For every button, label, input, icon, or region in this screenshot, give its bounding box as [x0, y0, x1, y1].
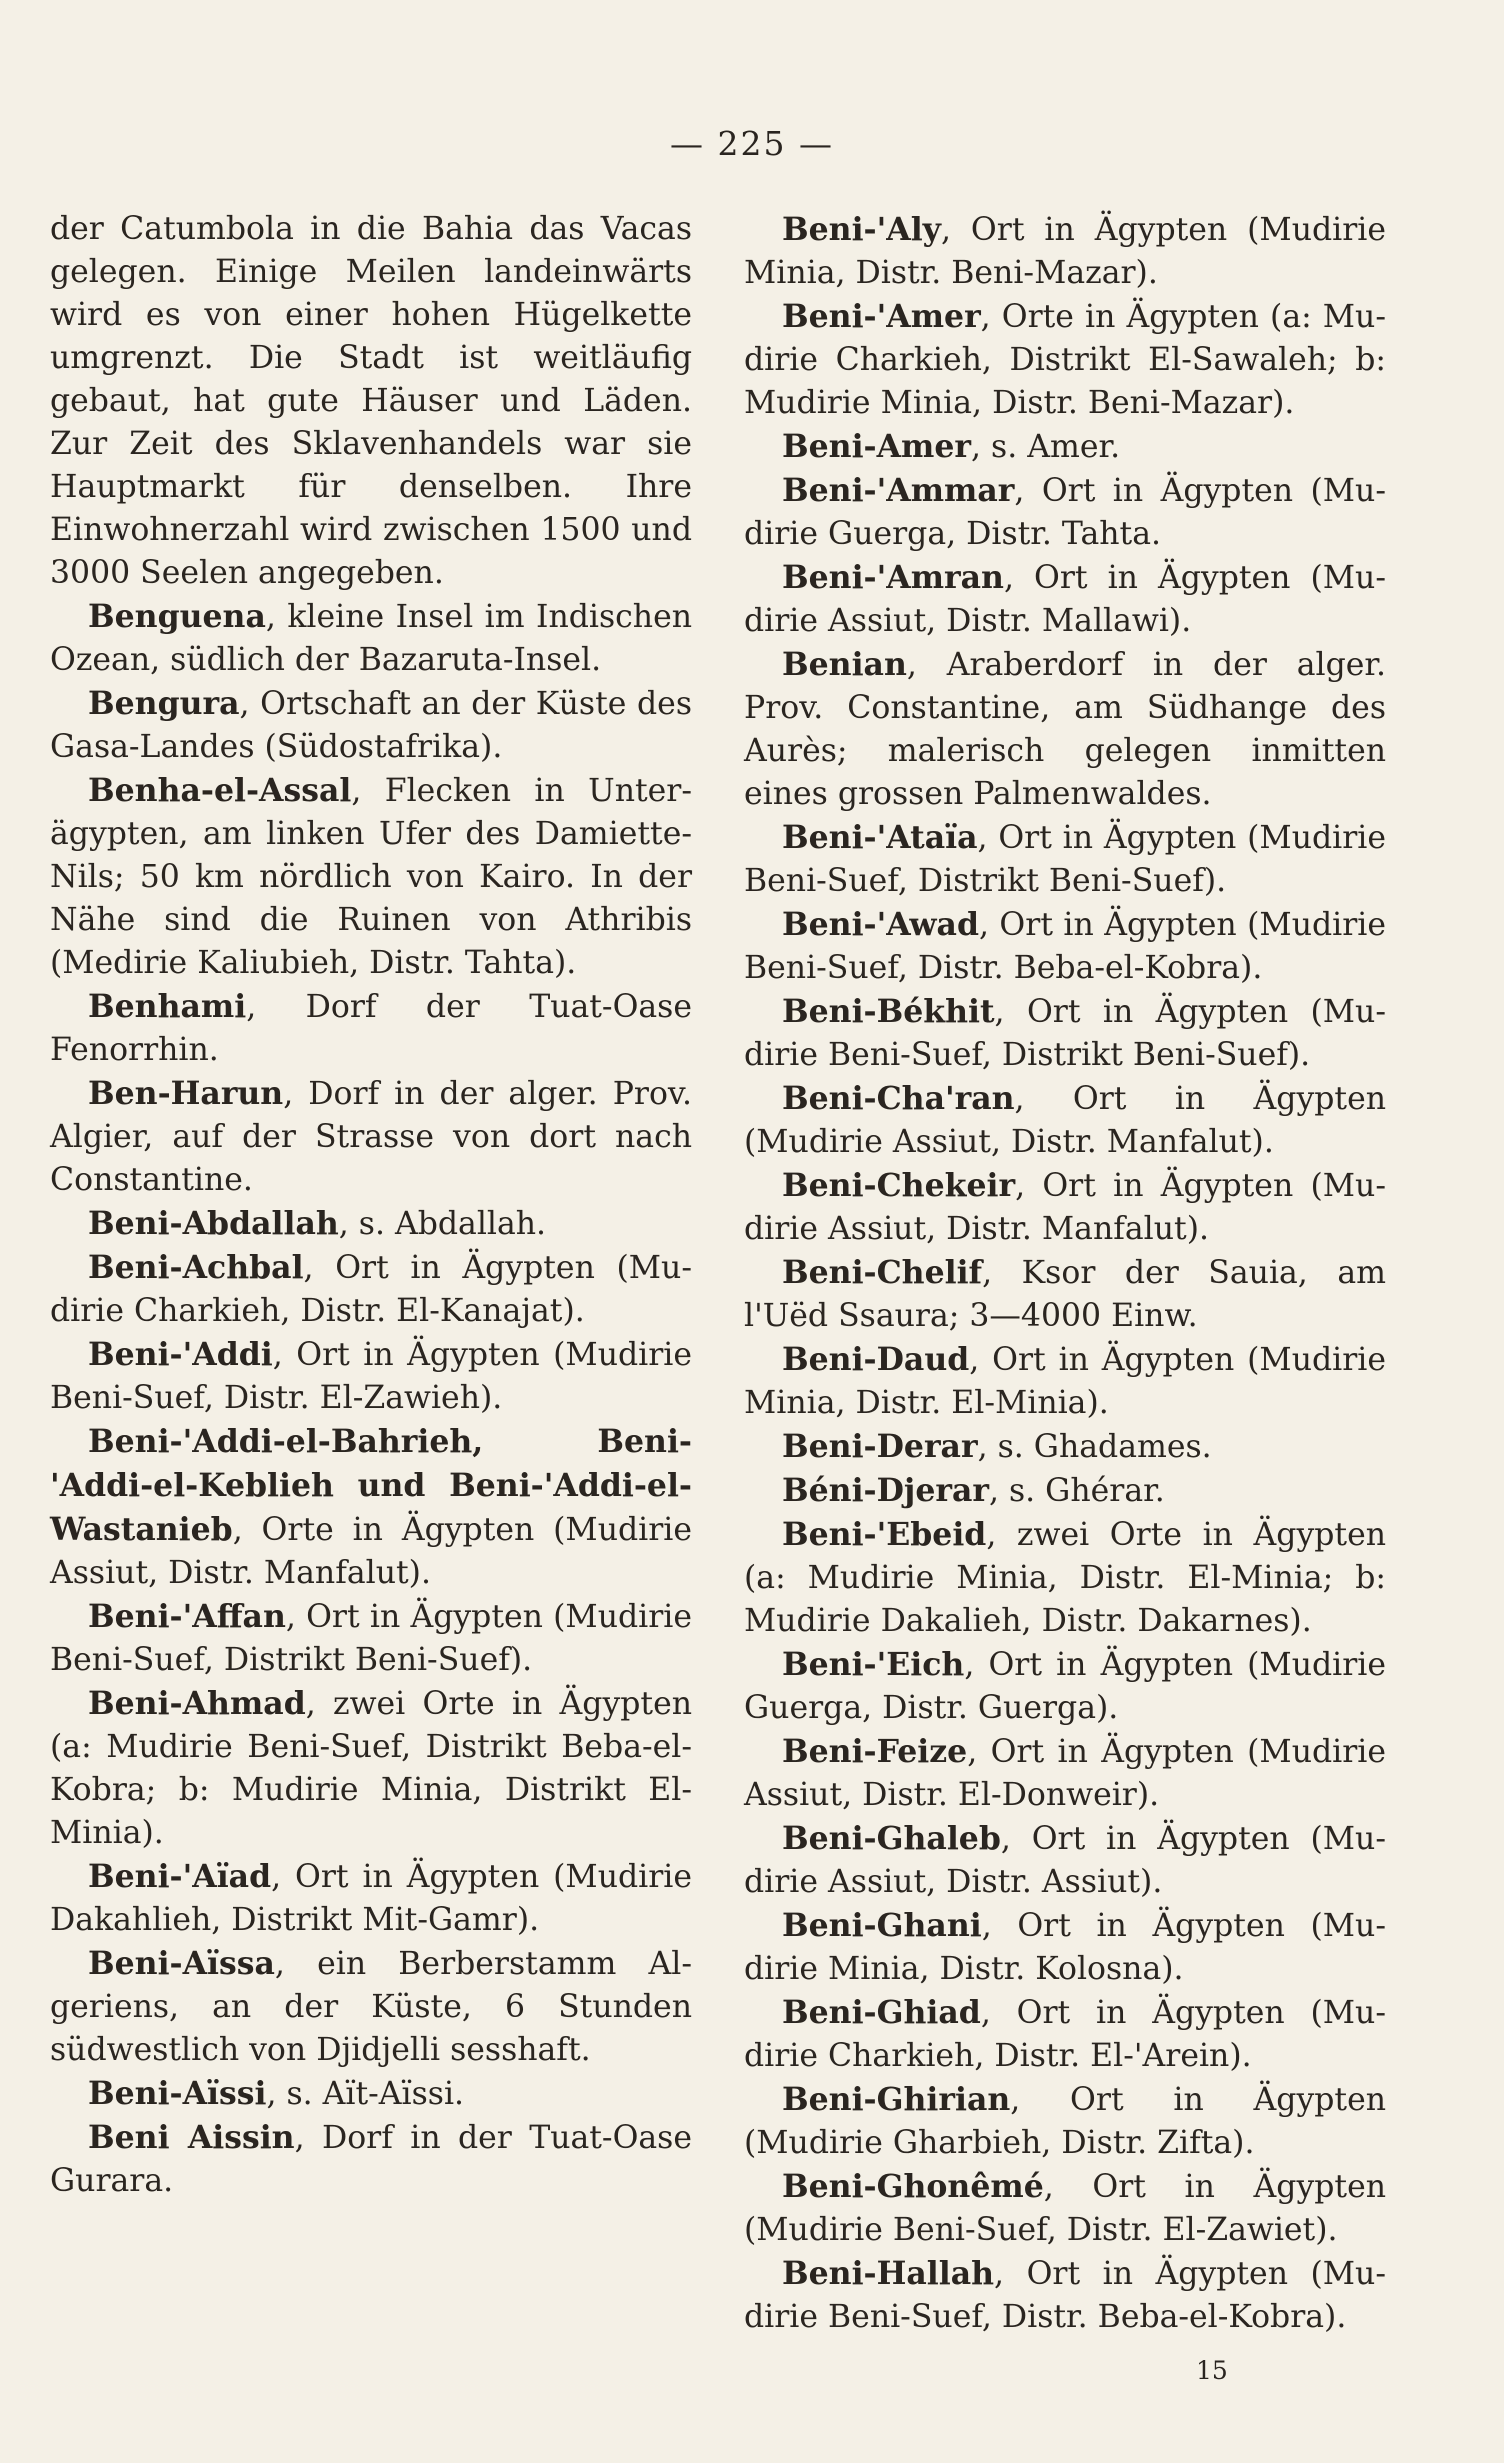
entry-text: , Dorf in der alger. Prov. Algier, auf der Strasse von dort nach Constantine.	[50, 1076, 692, 1198]
dictionary-entry	[50, 985, 692, 1072]
entry-text: , s. Ghadames.	[977, 1429, 1212, 1465]
dictionary-entry	[744, 1469, 1386, 1513]
entry-headword: Beni-Aïssi	[88, 2075, 267, 2112]
page-number: — 225 —	[670, 124, 834, 163]
dictionary-entry	[744, 990, 1386, 1077]
entry-text: , s. Ghérar.	[988, 1473, 1165, 1509]
entry-text: , Ort in Ägypten (Mudirie Assiut, Distr. Mallawi).	[744, 560, 1386, 639]
entry-headword: Beni-Cha'ran	[782, 1080, 1015, 1117]
entry-headword: Beni-'Addi	[88, 1336, 273, 1373]
dictionary-entry	[50, 1333, 692, 1420]
dictionary-entry	[50, 682, 692, 769]
entry-headword: Beni-Hallah	[782, 2255, 995, 2292]
entry-headword: Beni-'Addi-el-Bahrieh, Beni-'Addi-el-Keblieh und Beni-'Addi-el-Wastanieb	[50, 1423, 692, 1548]
entry-headword: Beni-'Eich	[782, 1646, 965, 1683]
entry-headword: Béni-Djerar	[782, 1472, 989, 1509]
entry-headword: Beni-'Amer	[782, 298, 981, 335]
entry-text: , Ort in Ägypten (Mudirie Assiut, Distr. Assiut).	[744, 1821, 1386, 1900]
entry-text: , Ort in Ägypten (Mudirie Assiut, Distr. Manfalut).	[744, 1168, 1386, 1247]
signature-mark: 15	[1196, 2356, 1228, 2385]
dictionary-entry	[50, 1595, 692, 1682]
dictionary-entry	[50, 1072, 692, 1202]
entry-headword: Beni-Ghonêmé	[782, 2168, 1044, 2205]
entry-headword: Beni-'Ataïa	[782, 819, 978, 856]
entry-text: , Ort in Ägypten (Mudirie Minia, Distr. El-Minia).	[744, 1342, 1386, 1421]
entry-text: , Ort in Ägypten (Mudirie Guerga, Distr. Tahta.	[744, 473, 1386, 552]
dictionary-entry	[50, 1855, 692, 1942]
entry-text: , Ort in Ägypten (Mudirie Beni-Suef, Distr. Beba-el-Kobra).	[744, 2256, 1386, 2335]
entry-headword: Ben-Harun	[88, 1075, 284, 1112]
dictionary-entry	[50, 1682, 692, 1855]
entry-headword: Beni-Abdallah	[88, 1205, 339, 1242]
dictionary-entry	[50, 208, 692, 595]
entry-headword: Beni-Békhit	[782, 993, 995, 1030]
dictionary-entry	[744, 1425, 1386, 1469]
entry-headword: Beni-'Awad	[782, 906, 979, 943]
entry-headword: Beni-Ghiad	[782, 1994, 981, 2031]
entry-text: , Ort in Ägypten (Mudirie Beni-Suef, Distr. El-Zawieh).	[50, 1337, 692, 1416]
entry-text: , s. Amer.	[971, 429, 1121, 465]
entry-text: , Orte in Ägypten (a: Mudirie Charkieh, Distrikt El-Sawaleh; b: Mudirie Minia, Distr. Beni-Mazar).	[744, 299, 1386, 421]
entry-headword: Bengura	[88, 685, 240, 722]
dictionary-entry	[744, 208, 1386, 295]
entry-text: , zwei Orte in Ägypten (a: Mudirie Beni-Suef, Distrikt Beba-el-Kobra; b: Mudirie Minia, Distrikt El-Minia).	[50, 1686, 692, 1851]
entry-text: , Ort in Ägypten (Mudirie Dakahlieh, Distrikt Mit-Gamr).	[50, 1859, 692, 1938]
entry-text: , Ort in Ägypten (Mudirie Guerga, Distr. Guerga).	[744, 1647, 1386, 1726]
entry-headword: Beni-'Ebeid	[782, 1516, 987, 1553]
entry-headword: Beni-Derar	[782, 1428, 978, 1465]
entry-text: , Flecken in Unterägypten, am linken Ufer des Damiette-Nils; 50 km nördlich von Kairo. In der Nähe sind die Ruinen von Athribis (Medirie Kaliubieh, Distr. Tahta).	[50, 773, 692, 981]
entry-text: , s. Abdallah.	[338, 1206, 547, 1242]
entry-text: , s. Aït-Aïssi.	[266, 2076, 465, 2112]
entry-headword: Benguena	[88, 598, 266, 635]
entry-text: , Ort in Ägypten (Mudirie Beni-Suef, Distrikt Beni-Suef).	[50, 1599, 692, 1678]
entry-headword: Beni-Daud	[782, 1341, 970, 1378]
entry-text: , kleine Insel im Indischen Ozean, südlich der Bazaruta-Insel.	[50, 599, 692, 678]
dictionary-entry	[50, 1246, 692, 1333]
dictionary-entry	[744, 295, 1386, 425]
dictionary-entry	[744, 903, 1386, 990]
entry-headword: Beni-'Affan	[88, 1598, 286, 1635]
dictionary-entry	[50, 595, 692, 682]
dictionary-entry	[744, 1338, 1386, 1425]
entry-headword: Benian	[782, 646, 907, 683]
entry-headword: Benhami	[88, 988, 247, 1025]
entry-headword: Beni-Feize	[782, 1733, 968, 1770]
entry-text: , Ksor der Sauia, am l'Uëd Ssaura; 3—4000 Einw.	[744, 1255, 1386, 1334]
entry-text: , Ort in Ägypten (Mudirie Beni-Suef, Distr. El-Zawiet).	[744, 2169, 1386, 2248]
dictionary-entry	[744, 1164, 1386, 1251]
entry-text: , Ort in Ägypten (Mudirie Beni-Suef, Distrikt Beni-Suef).	[744, 820, 1386, 899]
entry-text: , Orte in Ägypten (Mudirie Assiut, Distr. Manfalut).	[50, 1512, 692, 1591]
entry-headword: Beni-'Ammar	[782, 472, 1015, 509]
dictionary-entry	[744, 1513, 1386, 1643]
entry-headword: Beni-'Aly	[782, 211, 941, 248]
dictionary-entry	[744, 1904, 1386, 1991]
dictionary-entry	[50, 1202, 692, 1246]
dictionary-entry	[744, 1730, 1386, 1817]
entry-headword: Beni Aissin	[88, 2119, 295, 2156]
entry-headword: Beni-Chelif	[782, 1254, 983, 1291]
entry-text: , Ort in Ägypten (Mudirie Charkieh, Distr. El-'Arein).	[744, 1995, 1386, 2074]
entry-headword: Beni-'Aïad	[88, 1858, 272, 1895]
entry-text: , Ort in Ägypten (Mudirie Assiut, Distr. Manfalut).	[744, 1081, 1386, 1160]
entry-text: der Catumbola in die Bahia das Vacas gelegen. Einige Meilen landeinwärts wird es von einer hohen Hügelkette umgrenzt. Die Stadt ist weitläufig gebaut, hat gute Häuser und Läden. Zur Zeit des Sklavenhandels war sie Hauptmarkt für denselben. Ihre Einwohnerzahl wird zwischen 1500 und 3000 Seelen angegeben.	[50, 211, 692, 591]
entry-headword: Beni-Achbal	[88, 1249, 304, 1286]
dictionary-entry	[744, 643, 1386, 816]
entry-text: , Ort in Ägypten (Mudirie Charkieh, Distr. El-Kanajat).	[50, 1250, 692, 1329]
dictionary-entry	[744, 425, 1386, 469]
dictionary-entry	[50, 2072, 692, 2116]
dictionary-entry	[744, 1817, 1386, 1904]
entry-text: , Ortschaft an der Küste des Gasa-Landes (Südostafrika).	[50, 686, 692, 765]
entry-text: , zwei Orte in Ägypten (a: Mudirie Minia, Distr. El-Minia; b: Mudirie Dakalieh, Distr. Dakarnes).	[744, 1517, 1386, 1639]
entry-headword: Beni-Chekeir	[782, 1167, 1016, 1204]
dictionary-entry	[50, 769, 692, 985]
entry-headword: Beni-Ghaleb	[782, 1820, 1001, 1857]
dictionary-entry	[50, 1942, 692, 2072]
dictionary-entry	[744, 1643, 1386, 1730]
dictionary-entry	[744, 1077, 1386, 1164]
entry-headword: Beni-'Amran	[782, 559, 1004, 596]
entry-text: , Ort in Ägypten (Mudirie Assiut, Distr. El-Donweir).	[744, 1734, 1386, 1813]
entry-headword: Beni-Aïssa	[88, 1945, 275, 1982]
entry-headword: Benha-el-Assal	[88, 772, 352, 809]
entry-headword: Beni-Ghani	[782, 1907, 982, 1944]
dictionary-entry	[744, 816, 1386, 903]
dictionary-entry	[50, 1420, 692, 1595]
dictionary-entry	[744, 1991, 1386, 2078]
dictionary-entry	[50, 2116, 692, 2203]
entry-text: , Ort in Ägypten (Mudirie Minia, Distr. Beni-Mazar).	[744, 212, 1386, 291]
entry-text: , Dorf der Tuat-Oase Fenorrhin.	[50, 989, 692, 1068]
dictionary-entry	[744, 1251, 1386, 1338]
dictionary-entry	[744, 2165, 1386, 2252]
left-column	[50, 208, 692, 2203]
entry-text: , Ort in Ägypten (Mudirie Beni-Suef, Distrikt Beni-Suef).	[744, 994, 1386, 1073]
entry-text: , Ort in Ägypten (Mudirie Gharbieh, Distr. Zifta).	[744, 2082, 1386, 2161]
dictionary-entry	[744, 2252, 1386, 2339]
entry-headword: Beni-Ahmad	[88, 1685, 306, 1722]
right-column	[744, 208, 1386, 2339]
dictionary-entry	[744, 2078, 1386, 2165]
dictionary-entry	[744, 469, 1386, 556]
entry-headword: Beni-Amer	[782, 428, 972, 465]
dictionary-entry	[744, 556, 1386, 643]
entry-headword: Beni-Ghirian	[782, 2081, 1011, 2118]
entry-text: , Araberdorf in der alger. Prov. Constantine, am Südhange des Aurès; malerisch gelegen inmitten eines grossen Palmenwaldes.	[744, 647, 1386, 812]
entry-text: , Dorf in der Tuat-Oase Gurara.	[50, 2120, 692, 2199]
entry-text: , Ort in Ägypten (Mudirie Beni-Suef, Distr. Beba-el-Kobra).	[744, 907, 1386, 986]
entry-text: , ein Berberstamm Algeriens, an der Küste, 6 Stunden südwestlich von Djidjelli sesshaft.	[50, 1946, 692, 2068]
entry-text: , Ort in Ägypten (Mudirie Minia, Distr. Kolosna).	[744, 1908, 1386, 1987]
